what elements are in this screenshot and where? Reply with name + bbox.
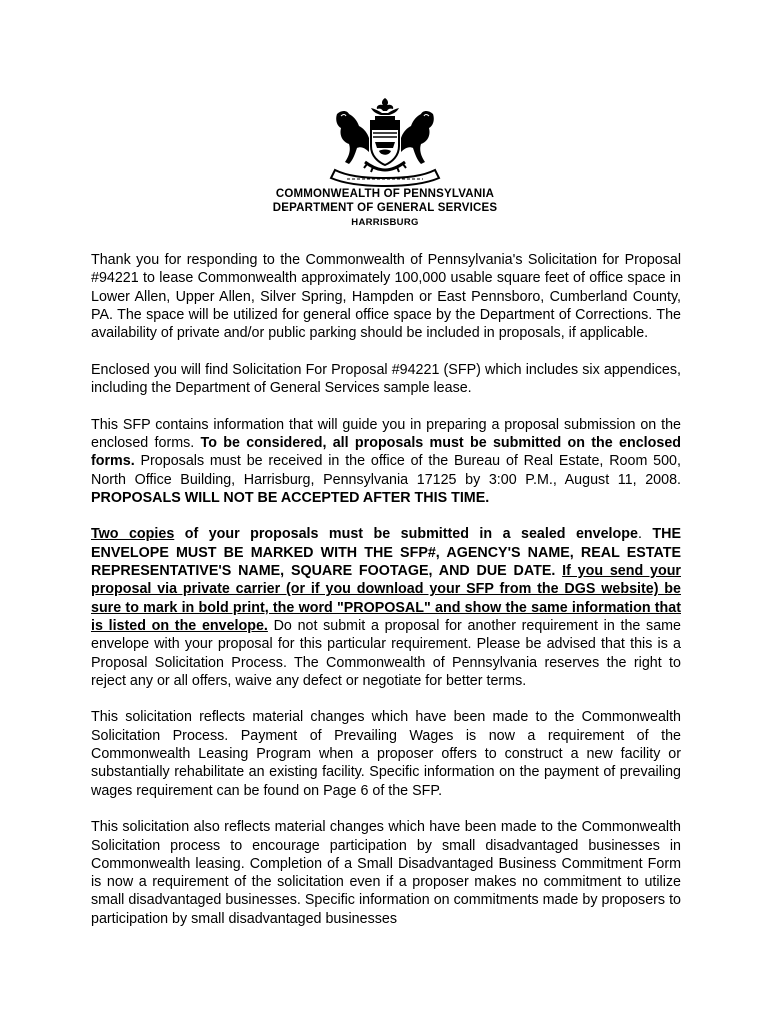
underlined-two-copies: Two copies [91,526,175,543]
bold-requirement: To be considered, all proposals must be submitted on the enclosed forms. [91,434,682,470]
letterhead-line-commonwealth: COMMONWEALTH OF PENNSYLVANIA [275,188,495,200]
pennsylvania-coat-of-arms-icon [327,96,443,188]
paragraph-enclosed: Enclosed you will find Solicitation For Proposal #94221 (SFP) which includes six appendices, including the Department of General Services sample lease. [91,361,681,397]
paragraph-submission [91,525,681,690]
bold-deadline-warning: PROPOSALS WILL NOT BE ACCEPTED AFTER THIS TIME. [91,489,490,506]
letterhead-line-city: HARRISBURG [351,217,419,228]
bold-envelope-marking: THE ENVELOPE MUST BE MARKED WITH THE SFP#, AGENCY'S NAME, REAL ESTATE REPRESENTATIVE'S NAME, SQUARE FOOTAGE, AND DUE DATE. [91,526,681,580]
paragraph-text: This SFP contains information that will guide you in preparing a proposal submission on the enclosed forms. [91,416,681,451]
paragraph-text: Do not submit a proposal for another requirement in the same envelope with your proposal for this particular requirement. Please be advised that this is a Proposal Solicitation Process. The Commonwealth of Pennsylvania reserves the right to reject any or all offers, waive any defect or negotiate for better terms. [91,617,682,689]
paragraph-intro: Thank you for responding to the Commonwealth of Pennsylvania's Solicitation for Proposal #94221 to lease Commonwealth approximately 100,000 usable square feet of office space in Lower Allen, Upper Allen, Silver Spring, Hampden or East Pennsboro, Cumberland County, PA. The space will be utilized for general office space by the Department of Corrections. The availability of private and/or public parking should be included in proposals, if applicable. [91,252,681,342]
underlined-private-carrier: If you send your proposal via private carrier (or if you download your SFP from the DGS website) be sure to mark in bold print, the word "PROPOSAL" and show the same information that is listed on the envelope. [91,563,681,634]
letterhead-line-department: DEPARTMENT OF GENERAL SERVICES [272,202,498,214]
paragraph-text: . [637,526,653,543]
letter-body [91,251,681,946]
paragraph-instructions [91,416,681,507]
bold-sealed-envelope: of your proposals must be submitted in a sealed envelope [174,526,638,543]
paragraph-prevailing-wages: This solicitation reflects material changes which have been made to the Commonwealth Solicitation Process. Payment of Prevailing Wages is now a requirement of the Commonwealth Leasing Program when a proposer offers to construct a new facility or substantially rehabilitate an existing facility. Specific information on the payment of prevailing wages requirement can be found on Page 6 of the SFP. [91,709,681,799]
paragraph-text: Proposals must be received in the office of the Bureau of Real Estate, Room 500, North Office Building, Harrisburg, Pennsylvania 17125 by 3:00 P.M., August 11, 2008. [91,453,681,488]
paragraph-small-business: This solicitation also reflects material changes which have been made to the Commonwealth Solicitation process to encourage participation by small disadvantaged businesses in Commonwealth leasing. Completion of a Small Disadvantaged Business Commitment Form is now a requirement of the solicitation even if a proposer makes no commitment to utilize small disadvantaged businesses. Specific information on commitments made by proposers to participation by small disadvantaged businesses [91,819,681,927]
